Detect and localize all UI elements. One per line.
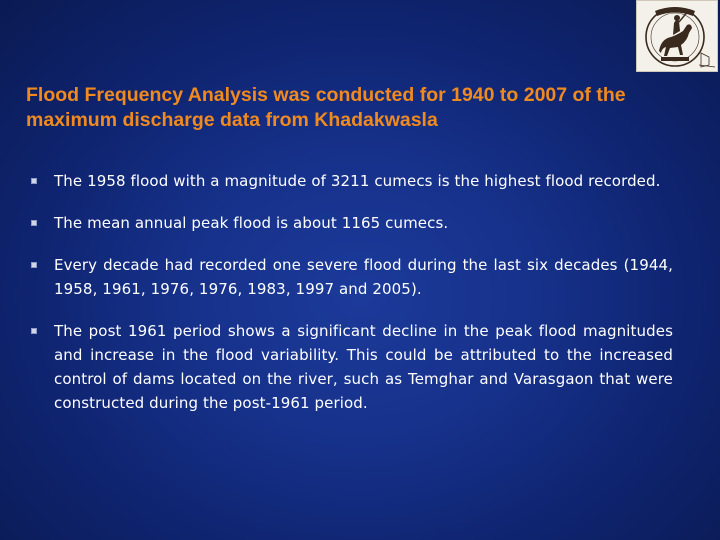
bullet-text: The mean annual peak flood is about 1165 cumecs. xyxy=(54,214,449,232)
square-bullet-icon xyxy=(31,262,37,268)
equestrian-statue-emblem-icon xyxy=(637,1,717,71)
square-bullet-icon xyxy=(31,220,37,226)
bullet-item xyxy=(30,211,673,235)
slide-title: Flood Frequency Analysis was conducted for 1940 to 2007 of the maximum discharge data from Khadakwasla xyxy=(26,84,626,131)
bullet-text: Every decade had recorded one severe flood during the last six decades (1944, 1958, 1961, 1976, 1976, 1983, 1997 and 2005). xyxy=(54,256,673,298)
bullet-list xyxy=(30,169,673,433)
square-bullet-icon xyxy=(31,328,37,334)
bullet-text: The post 1961 period shows a significant decline in the peak flood magnitudes and increase in the flood variability. This could be attributed to the increased control of dams located on the river, such as Temghar and Varasgaon that were constructed during the post-1961 period. xyxy=(54,322,673,412)
bullet-item xyxy=(30,253,673,301)
square-bullet-icon xyxy=(31,178,37,184)
bullet-text: The 1958 flood with a magnitude of 3211 cumecs is the highest flood recorded. xyxy=(54,172,661,190)
bullet-item xyxy=(30,169,673,193)
bullet-item xyxy=(30,319,673,415)
institution-logo xyxy=(636,0,718,72)
